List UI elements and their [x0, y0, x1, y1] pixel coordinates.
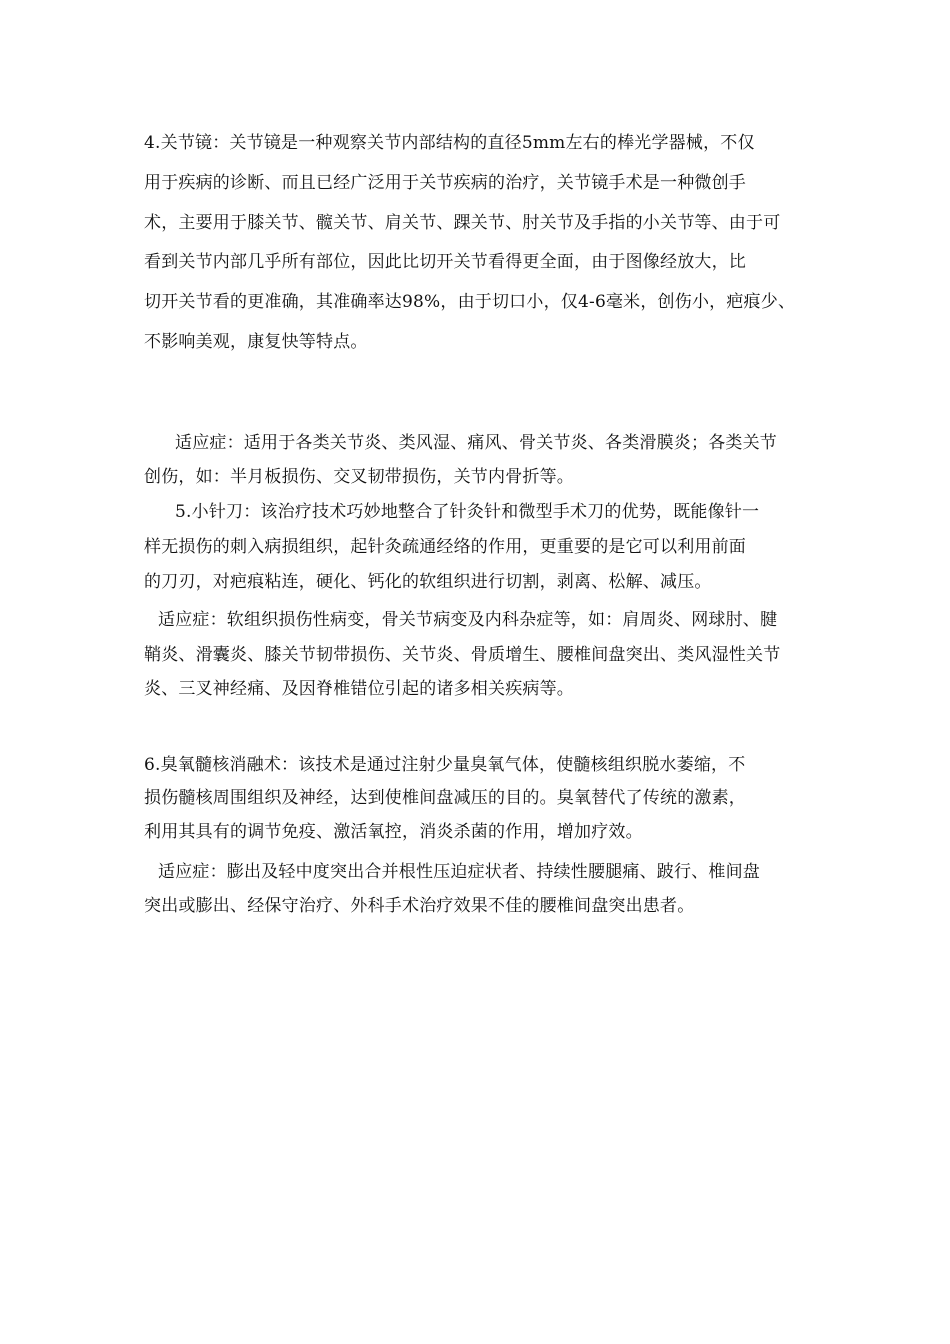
- text-line: 适应症：软组织损伤性病变，骨关节病变及内科杂症等，如：肩周炎、网球肘、腱: [158, 610, 778, 630]
- text-line: 的刀刃，对疤痕粘连，硬化、钙化的软组织进行切割，剥离、松解、减压。: [144, 572, 712, 592]
- text-line: 损伤髓核周围组织及神经，达到使椎间盘减压的目的。臭氧替代了传统的激素，: [144, 788, 746, 809]
- text-line: 创伤，如：半月板损伤、交叉韧带损伤，关节内骨折等。: [144, 467, 574, 487]
- text-line: 切开关节看的更准确，其准确率达98%，由于切口小，仅4-6毫米，创伤小，疤痕少、: [144, 292, 796, 313]
- text-line: 5.小针刀：该治疗技术巧妙地整合了针灸针和微型手术刀的优势，既能像针一: [175, 502, 760, 522]
- text-line: 鞘炎、滑囊炎、膝关节韧带损伤、关节炎、骨质增生、腰椎间盘突出、类风湿性关节: [144, 644, 781, 665]
- ozone-nucleolysis-paragraph: [144, 749, 816, 849]
- text-line: 利用其具有的调节免疫、激活氧控，消炎杀菌的作用，增加疗效。: [144, 821, 643, 842]
- text-line: 不影响美观，康复快等特点。: [144, 331, 368, 352]
- text-line: 突出或膨出、经保守治疗、外科手术治疗效果不佳的腰椎间盘突出患者。: [144, 895, 695, 916]
- text-line: 用于疾病的诊断、而且已经广泛用于关节疾病的治疗，关节镜手术是一种微创手: [144, 172, 746, 193]
- ozone-indications-paragraph: [144, 856, 816, 923]
- acupotomy-paragraph: [144, 495, 816, 600]
- text-line: 适应症：适用于各类关节炎、类风湿、痛风、骨关节炎、各类滑膜炎；各类关节: [175, 433, 777, 453]
- text-line: 炎、三叉神经痛、及因脊椎错位引起的诸多相关疾病等。: [144, 679, 574, 699]
- text-line: 6.臭氧髓核消融术：该技术是通过注射少量臭氧气体，使髓核组织脱水萎缩，不: [144, 755, 746, 775]
- text-line: 术，主要用于膝关节、髋关节、肩关节、踝关节、肘关节及手指的小关节等、由于可: [144, 212, 781, 233]
- arthroscopy-paragraph: [144, 124, 816, 363]
- text-line: 看到关节内部几乎所有部位，因此比切开关节看得更全面，由于图像经放大，比: [144, 252, 746, 273]
- text-line: 样无损伤的刺入病损组织，起针灸疏通经络的作用，更重要的是它可以利用前面: [144, 537, 746, 557]
- arthroscopy-indications-paragraph: [144, 426, 816, 494]
- text-line: 4.关节镜：关节镜是一种观察关节内部结构的直径5mm左右的棒光学器械，不仅: [144, 133, 755, 153]
- text-line: 适应症：膨出及轻中度突出合并根性压迫症状者、持续性腰腿痛、跛行、椎间盘: [158, 862, 760, 882]
- acupotomy-indications-paragraph: [144, 603, 816, 707]
